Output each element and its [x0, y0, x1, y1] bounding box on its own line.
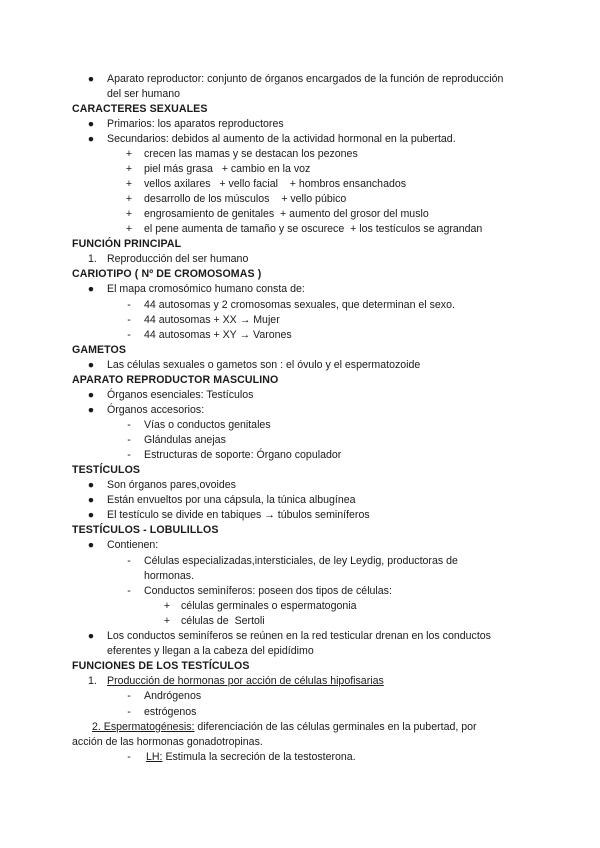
secundarios-item: desarrollo de los músculos + vello púbico: [144, 193, 347, 205]
organos-esenciales: Órganos esenciales: Testículos: [107, 389, 254, 401]
red-testicular-line-2: eferentes y llegan a la cabeza del epidídimo: [107, 645, 314, 657]
heading-gametos: GAMETOS: [72, 344, 127, 356]
conductos-text: Conductos seminíferos: poseen dos tipos de células:: [144, 585, 392, 597]
bullet-marker: ●: [87, 73, 95, 85]
plus-marker: +: [125, 148, 133, 160]
bullet-marker: ●: [87, 133, 95, 145]
number-marker: 1.: [88, 675, 97, 687]
accesorios-sub: Glándulas anejas: [144, 434, 226, 446]
dash-marker: -: [127, 555, 131, 567]
conductos-sub: células germinales o espermatogonia: [181, 600, 357, 612]
secundarios-item: crecen las mamas y se destacan los pezones: [144, 148, 358, 160]
secundarios-item: el pene aumenta de tamaño y se oscurece + los testículos se agrandan: [144, 223, 483, 235]
espermatogenesis-text: diferenciación de las células germinales en la pubertad, por: [194, 721, 477, 733]
dash-marker: -: [127, 329, 131, 341]
celulas-line-1: Células especializadas,intersticiales, de ley Leydig, productoras de: [144, 555, 458, 567]
plus-marker: +: [125, 193, 133, 205]
heading-funcion-principal: FUNCIÓN PRINCIPAL: [72, 238, 182, 250]
lh-text: Estimula la secreción de la testosterona.: [162, 751, 356, 763]
dash-marker: -: [127, 751, 131, 763]
heading-aparato-reproductor: APARATO REPRODUCTOR MASCULINO: [72, 374, 279, 386]
heading-cariotipo: CARIOTIPO ( Nº DE CROMOSOMAS ): [72, 268, 262, 280]
bullet-marker: ●: [87, 283, 95, 295]
bullet-marker: ●: [87, 404, 95, 416]
bullet-marker: ●: [87, 359, 95, 371]
dash-marker: -: [127, 585, 131, 597]
dash-marker: -: [127, 449, 131, 461]
cariotipo-sub: 44 autosomas y 2 cromosomas sexuales, que determinan el sexo.: [144, 299, 455, 311]
bullet-marker: ●: [87, 479, 95, 491]
conductos-sub: células de Sertoli: [181, 615, 265, 627]
testiculos-item: El testículo se divide en tabiques → túbulos seminíferos: [107, 509, 370, 521]
plus-marker: +: [125, 223, 133, 235]
intro-line-1: Aparato reproductor: conjunto de órganos encargados de la función de reproducción: [107, 73, 504, 85]
heading-funciones-testiculos: FUNCIONES DE LOS TESTÍCULOS: [72, 660, 250, 672]
dash-marker: -: [127, 706, 131, 718]
red-testicular-line-1: Los conductos seminíferos se reúnen en la red testicular drenan en los conductos: [107, 630, 491, 642]
testiculos-item: Están envueltos por una cápsula, la túnica albugínea: [107, 494, 356, 506]
bullet-marker: ●: [87, 630, 95, 642]
bullet-marker: ●: [87, 539, 95, 551]
primarios-text: Primarios: los aparatos reproductores: [107, 118, 284, 130]
hormona-item: estrógenos: [144, 706, 197, 718]
cariotipo-item: El mapa cromosómico humano consta de:: [107, 283, 305, 295]
intro-line-2: del ser humano: [107, 88, 181, 100]
gametos-item: Las células sexuales o gametos son : el óvulo y el espermatozoide: [107, 359, 421, 371]
testiculos-item: Son órganos pares,ovoides: [107, 479, 236, 491]
bullet-marker: ●: [87, 389, 95, 401]
lh-line: [146, 750, 356, 765]
dash-marker: -: [127, 299, 131, 311]
accesorios-sub: Vías o conductos genitales: [144, 419, 271, 431]
plus-marker: +: [163, 600, 171, 612]
bullet-marker: ●: [87, 509, 95, 521]
funcion-item: Reproducción del ser humano: [107, 253, 249, 265]
hormona-item: Andrógenos: [144, 690, 202, 702]
dash-marker: -: [127, 690, 131, 702]
plus-marker: +: [163, 615, 171, 627]
dash-marker: -: [127, 314, 131, 326]
cariotipo-sub: 44 autosomas + XY → Varones: [144, 329, 292, 341]
dash-marker: -: [127, 434, 131, 446]
plus-marker: +: [125, 163, 133, 175]
secundarios-item: engrosamiento de genitales + aumento del grosor del muslo: [144, 208, 429, 220]
celulas-line-2: hormonas.: [144, 570, 195, 582]
heading-caracteres-sexuales: CARACTERES SEXUALES: [72, 103, 208, 115]
lh-label: LH:: [146, 751, 163, 763]
produccion-hormonas: Producción de hormonas por acción de células hipofisarias: [107, 675, 384, 687]
accesorios-sub: Estructuras de soporte: Órgano copulador: [144, 449, 342, 461]
plus-marker: +: [125, 208, 133, 220]
heading-lobulillos: TESTÍCULOS - LOBULILLOS: [72, 524, 219, 536]
espermatogenesis-label: 2. Espermatogénesis:: [92, 721, 195, 733]
espermatogenesis-line-2: acción de las hormonas gonadotropinas.: [72, 736, 263, 748]
espermatogenesis-line-1: [92, 720, 477, 735]
secundarios-item: piel más grasa + cambio en la voz: [144, 163, 311, 175]
cariotipo-sub: 44 autosomas + XX → Mujer: [144, 314, 280, 326]
heading-testiculos: TESTÍCULOS: [72, 464, 141, 476]
bullet-marker: ●: [87, 494, 95, 506]
dash-marker: -: [127, 419, 131, 431]
secundarios-text: Secundarios: debidos al aumento de la actividad hormonal en la pubertad.: [107, 133, 456, 145]
plus-marker: +: [125, 178, 133, 190]
organos-accesorios: Órganos accesorios:: [107, 404, 205, 416]
secundarios-item: vellos axilares + vello facial + hombros ensanchados: [144, 178, 407, 190]
bullet-marker: ●: [87, 118, 95, 130]
contienen-text: Contienen:: [107, 539, 159, 551]
number-marker: 1.: [88, 253, 97, 265]
